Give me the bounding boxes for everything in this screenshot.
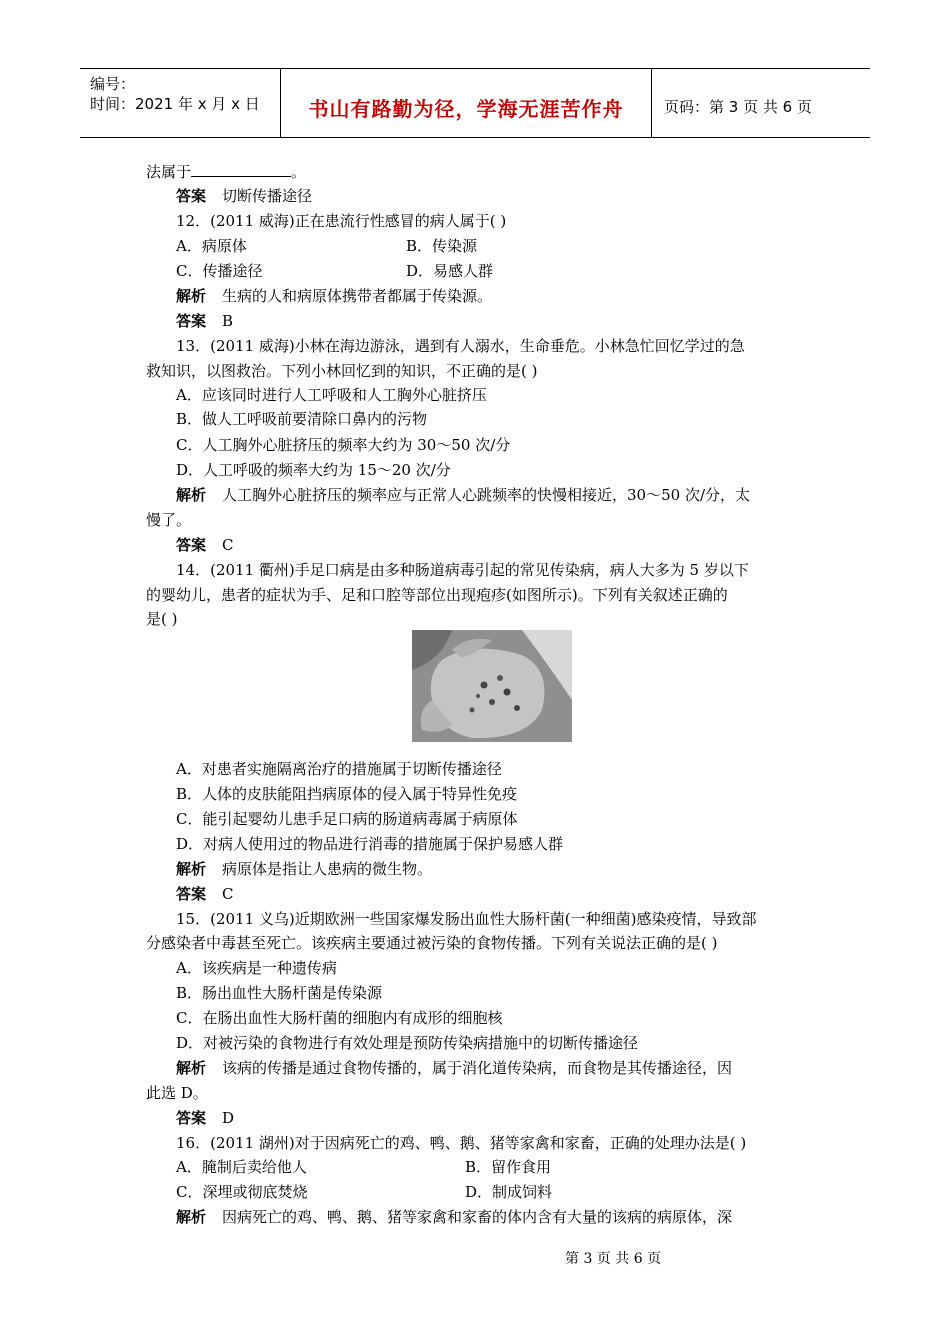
question-14-cont: 是( ) xyxy=(146,610,178,628)
option-d: D．人工呼吸的频率大约为 15～20 次/分 xyxy=(176,461,451,479)
explanation-line: 解析 病原体是指让人患病的微生物。 xyxy=(176,860,433,878)
option-a: A．对患者实施隔离治疗的措施属于切断传播途径 xyxy=(176,760,502,778)
explanation-cont: 此选 D。 xyxy=(146,1084,208,1102)
option-c: C．传播途径 xyxy=(176,262,263,280)
explanation-line: 解析 该病的传播是通过食物传播的，属于消化道传染病，而食物是其传播途径，因 xyxy=(176,1059,733,1077)
hand-rash-photo-drawing xyxy=(412,630,572,742)
question-12: 12．(2011 威海)正在患流行性感冒的病人属于( ) xyxy=(176,212,507,230)
page-code: 页码：第 3 页 共 6 页 xyxy=(664,98,812,116)
question-13: 13．(2011 威海)小林在海边游泳，遇到有人溺水，生命垂危。小林急忙回忆学过的急 xyxy=(176,337,745,355)
question-14: 14．(2011 衢州)手足口病是由多种肠道病毒引起的常见传染病，病人大多为 5 岁以下 xyxy=(176,561,749,579)
explanation-line: 解析 人工胸外心脏挤压的频率应与正常人心跳频率的快慢相接近，30～50 次/分，太 xyxy=(176,486,751,504)
question-16: 16．(2011 湖州)对于因病死亡的鸡、鸭、鹅、猪等家禽和家畜，正确的处理办法是( ) xyxy=(176,1134,747,1152)
code-label: 编号： xyxy=(90,75,136,93)
hand-rash-photo xyxy=(412,630,572,742)
option-b: B．肠出血性大肠杆菌是传染源 xyxy=(176,984,383,1002)
option-c: C．人工胸外心脏挤压的频率大约为 30～50 次/分 xyxy=(176,436,511,454)
question-13-cont: 救知识，以图救治。下列小林回忆到的知识，不正确的是( ) xyxy=(146,362,538,380)
option-b: B．做人工呼吸前要清除口鼻内的污物 xyxy=(176,410,428,428)
explanation-line: 解析 因病死亡的鸡、鸭、鹅、猪等家禽和家畜的体内含有大量的该病的病原体，深 xyxy=(176,1208,733,1226)
option-a: A．该疾病是一种遗传病 xyxy=(176,959,337,977)
option-a: A．病原体 xyxy=(176,237,247,255)
option-c: C．能引起婴幼儿患手足口病的肠道病毒属于病原体 xyxy=(176,810,518,828)
option-d: D．易感人群 xyxy=(406,262,494,280)
answer-line: 答案 D xyxy=(176,1109,235,1127)
answer-line: 答案 B xyxy=(176,312,234,330)
page-footer: 第 3 页 共 6 页 xyxy=(565,1251,662,1267)
time-label: 时间：2021 年 x 月 x 日 xyxy=(90,95,260,113)
page-header xyxy=(80,68,870,138)
explanation-line: 解析 生病的人和病原体携带者都属于传染源。 xyxy=(176,287,493,305)
text-line: 法属于 。 xyxy=(146,163,307,181)
option-c: C．在肠出血性大肠杆菌的细胞内有成形的细胞核 xyxy=(176,1009,503,1027)
option-d: D．制成饲料 xyxy=(465,1183,553,1201)
option-b: B．留作食用 xyxy=(465,1158,552,1176)
option-a: A．应该同时进行人工呼吸和人工胸外心脏挤压 xyxy=(176,386,487,404)
question-15-cont: 分感染者中毒甚至死亡。该疾病主要通过被污染的食物传播。下列有关说法正确的是( ) xyxy=(146,934,718,952)
option-b: B．传染源 xyxy=(406,237,478,255)
header-page-cell xyxy=(652,69,870,137)
header-info-cell xyxy=(80,69,281,137)
header-motto-cell xyxy=(281,69,652,137)
option-d: D．对被污染的食物进行有效处理是预防传染病措施中的切断传播途径 xyxy=(176,1034,639,1052)
answer-line: 答案 C xyxy=(176,536,234,554)
option-a: A．腌制后卖给他人 xyxy=(176,1158,307,1176)
answer-line: 答案 切断传播途径 xyxy=(176,187,313,205)
explanation-cont: 慢了。 xyxy=(146,511,192,529)
option-c: C．深埋或彻底焚烧 xyxy=(176,1183,308,1201)
question-15: 15．(2011 义乌)近期欧洲一些国家爆发肠出血性大肠杆菌(一种细菌)感染疫情，导致部 xyxy=(176,910,757,928)
option-b: B．人体的皮肤能阻挡病原体的侵入属于特异性免疫 xyxy=(176,785,518,803)
question-14-cont: 的婴幼儿，患者的症状为手、足和口腔等部位出现疱疹(如图所示)。下列有关叙述正确的 xyxy=(146,586,728,604)
answer-line: 答案 C xyxy=(176,885,234,903)
motto: 书山有路勤为径，学海无涯苦作舟 xyxy=(308,97,624,121)
option-d: D．对病人使用过的物品进行消毒的措施属于保护易感人群 xyxy=(176,835,564,853)
